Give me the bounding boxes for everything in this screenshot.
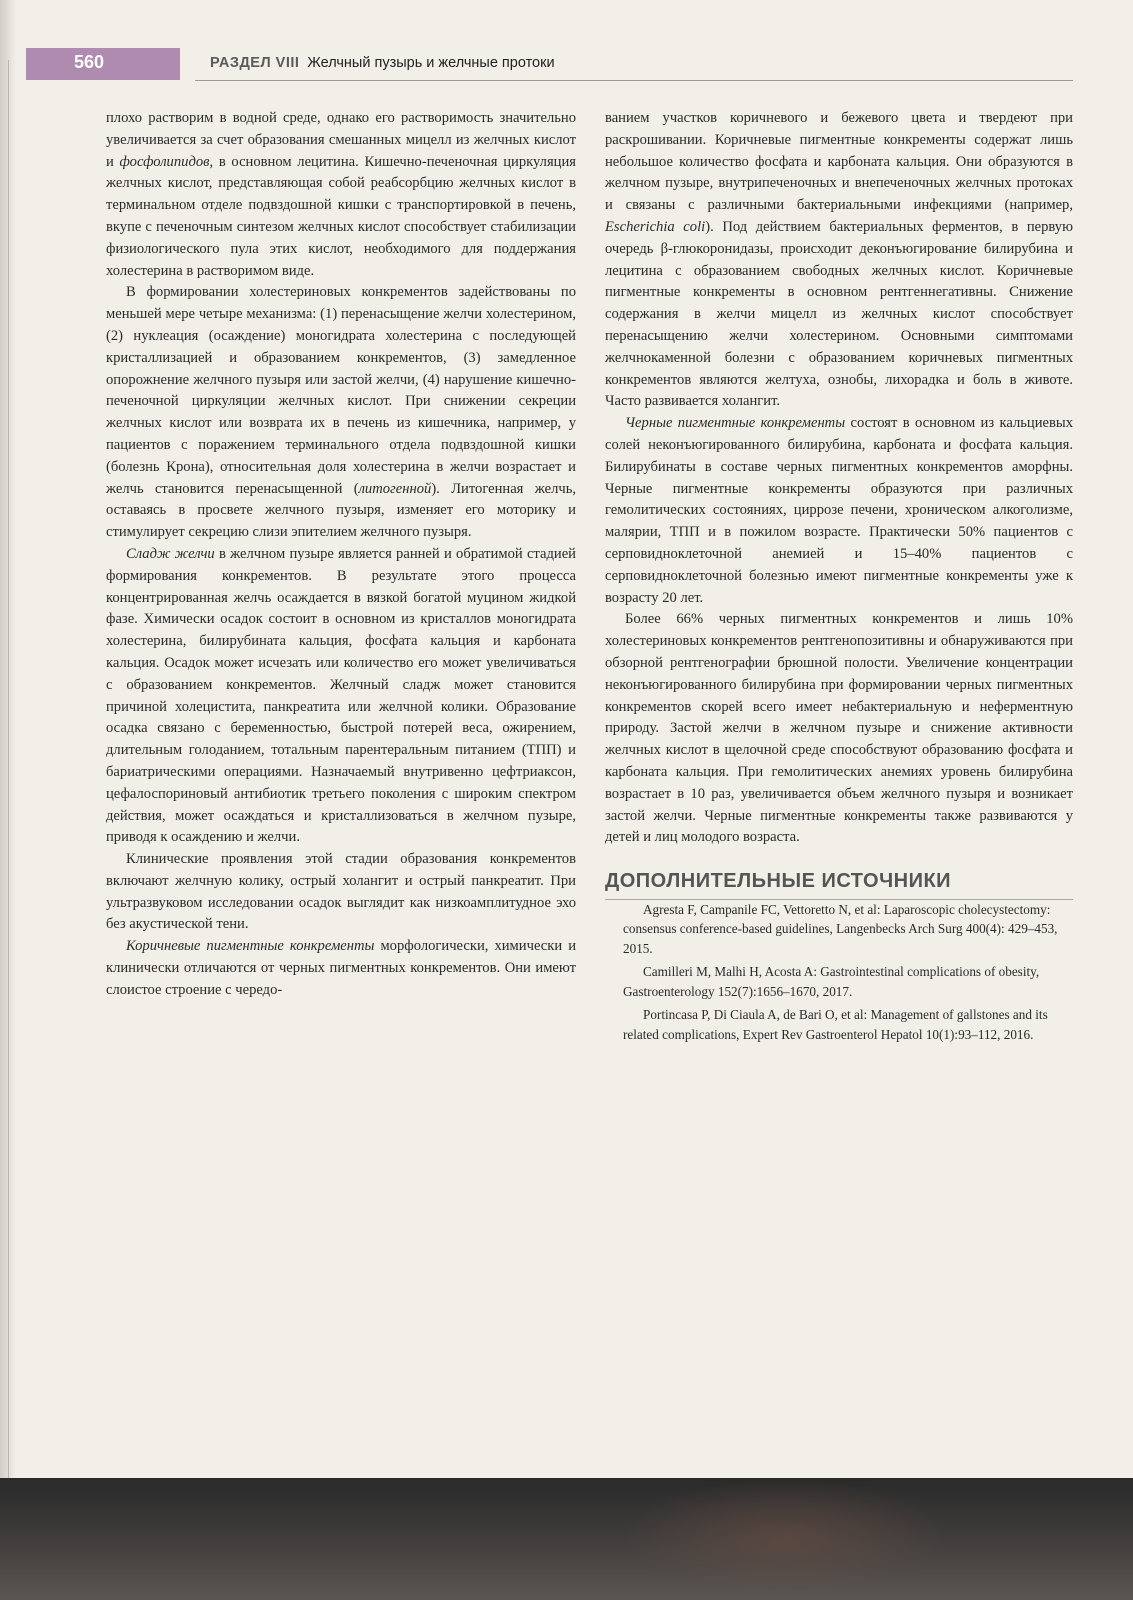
paragraph: [605, 108, 1073, 413]
text-run: Более 66% черных пигментных конкрементов и лишь 10% холестериновых конкрементов рентгенопозитивны и обнаруживаются при обзорной рентгенографии брюшной полости. Увеличение концентрации неконъюгированного билирубина при формировании черных пигментных конкрементов скорей всего имеет небактериальную и неферментную природу. Застой желчи в желчном пузыре и снижение активности желчных кислот в щелочной среде способствуют образованию фосфата и карбоната кальция. При гемолитических анемиях уровень билирубина возрастает в 10 раз, увеличивается объем желчного пузыря и возникает застой желчи. Черные пигментные конкременты также развиваются у детей и лиц молодого возраста.: [605, 611, 1073, 846]
reference-item: Portincasa P, Di Ciaula A, de Bari O, et al: Management of gallstones and its related complications, Expert Rev Gastroenterol Hepatol 10(1):93–112, 2016.: [623, 1007, 1048, 1042]
references-heading: ДОПОЛНИТЕЛЬНЫЕ ИСТОЧНИКИ: [605, 871, 1073, 900]
scan-shadow: [0, 1478, 1133, 1600]
page-header: [0, 48, 1133, 82]
text-run: состоят в основном из кальциевых солей неконъюгированного билирубина, карбоната и фосфата кальция. Билирубинаты в составе черных пигментных конкрементов аморфны. Черные пигментные конкременты образуются при различных гемолитических состояниях, циррозе печени, хроническом алкоголизме, малярии, ТПП и в пожилом возрасте. Практически 50% пациентов с серповидноклеточной анемией и 15–40% пациентов с серповидноклеточной болезнью имеют пигментные конкременты уже к возрасту 20 лет.: [605, 415, 1073, 606]
reference-item: Camilleri M, Malhi H, Acosta A: Gastrointestinal complications of obesity, Gastroenterology 152(7):1656–1670, 2017.: [623, 964, 1040, 999]
paragraph: [106, 282, 576, 544]
text-run: Клинические проявления этой стадии образования конкрементов включают желчную колику, острый холангит и острый панкреатит. При ультразвуковом исследовании осадок выглядит как низкоамплитудное эхо без акустической тени.: [106, 851, 576, 933]
italic-term: Escherichia coli: [605, 218, 706, 235]
text-run: ванием участков коричневого и бежевого цвета и твердеют при раскрошивании. Коричневые пигментные конкременты содержат лишь небольшое количество фосфата и карбоната кальция. Они образуются в желчном пузыре, внутрипеченочных и внепеченочных желчных протоках и связаны с различными бактериальными инфекциями (например,: [605, 110, 1073, 214]
text-run: ). Под действием бактериальных ферментов, в первую очередь β-глюкоронидазы, происходит деконъюгирование билирубина и лецитина с образованием свободных желчных кислот. Коричневые пигментные конкременты в основном рентгеннегативны. Снижение содержания в желчи мицелл из желчных кислот способствует перенасыщению желчи холестерином. Основными симптомами желчнокаменной болезни с образованием коричневых пигментных конкрементов являются желтуха, ознобы, лихорадка и боль в животе. Часто развивается холангит.: [605, 218, 1073, 410]
scan-glare: [620, 1478, 950, 1598]
running-title: [210, 55, 555, 71]
page-number: 560: [74, 52, 105, 72]
italic-term: Черные пигментные конкременты: [625, 415, 846, 432]
text-run: ). Литогенная желчь, оставаясь в просвете желчного пузыря, изменяет его моторику и стимулирует секрецию слизи эпителием желчного пузыря.: [106, 480, 576, 541]
paragraph: [106, 849, 576, 936]
italic-term: фосфолипидов: [119, 153, 210, 170]
text-run: в желчном пузыре является ранней и обратимой стадией формирования конкрементов. В результате этого процесса концентрированная желчь осаждается в вязкой богатой муцином жидкой фазе. Химически осадок состоит в основном из кристаллов моногидрата холестерина, билирубината кальция, фосфата кальция и карбоната кальция. Осадок может исчезать или количество его может увеличиваться с образованием конкрементов. Желчный сладж может становится причиной холецистита, панкреатита или желчной колики. Образование осадка связано с беременностью, быстрой потерей веса, ожирением, длительным голоданием, тотальным парентеральным питанием (ТПП) и бариатрическими операциями. Назначаемый внутривенно цефтриаксон, цефалоспориновый антибиотик третьего поколения с широким спектром действия, может осаждаться и кристаллизоваться в желчном пузыре, приводя к осаждению и желчи.: [106, 545, 576, 846]
text-run: плохо растворим в водной среде, однако его растворимость значительно увеличивается за счет образования смешанных мицелл из желчных кислот и: [106, 110, 576, 170]
text-run: морфологически, химически и клинически отличаются от черных пигментных конкрементов. Они имеют слоистое строение с чередо-: [106, 938, 577, 998]
reference-item: Agresta F, Campanile FC, Vettoretto N, et al: Laparoscopic cholecystectomy: consensus conference-based guidelines, Langenbecks Arch Surg 400(4): 429–453, 2015.: [623, 901, 1058, 956]
paragraph: [605, 413, 1073, 609]
section-label: РАЗДЕЛ VIII: [210, 55, 300, 71]
paragraph: [106, 936, 576, 1001]
paragraph: [605, 609, 1073, 849]
italic-term: литогенной: [358, 480, 432, 497]
right-column: [605, 108, 1073, 1044]
paragraph: [106, 108, 576, 282]
paragraph: [106, 544, 576, 849]
page-number-box: [26, 48, 180, 80]
italic-term: Сладж желчи: [126, 545, 215, 562]
chapter-title: Желчный пузырь и желчные протоки: [307, 55, 555, 71]
text-run: В формировании холестериновых конкрементов задействованы по меньшей мере четыре механизма: (1) перенасыщение желчи холестерином, (2) нуклеация (осаждение) моногидрата холестерина с последующей кристаллизацией и образованием конкрементов, (3) замедленное опорожнение желчного пузыря или застой желчи, (4) нарушение кишечно-печеночной циркуляции желчных кислот. При снижении секреции желчных кислот или возврата их в печень из кишечника, например, у пациентов с поражением терминального отдела подвздошной кишки (болезнь Крона), относительная доля холестерина в желчи возрастает и желчь становится перенасыщенной (: [106, 284, 576, 497]
spine-line: [8, 60, 9, 1480]
left-column: [106, 108, 576, 1002]
italic-term: Коричневые пигментные конкременты: [126, 938, 375, 955]
header-rule: [195, 80, 1073, 81]
text-run: , в основном лецитина. Кишечно-печеночная циркуляция желчных кислот, представляющая собой реабсорбцию желчных кислот в терминальном отделе подвздошной кишки с транспортировкой в печень, вкупе с печеночным синтезом желчных кислот способствует стабилизации физиологического пула этих кислот, необходимого для поддержания холестерина в растворимом виде.: [106, 153, 576, 279]
